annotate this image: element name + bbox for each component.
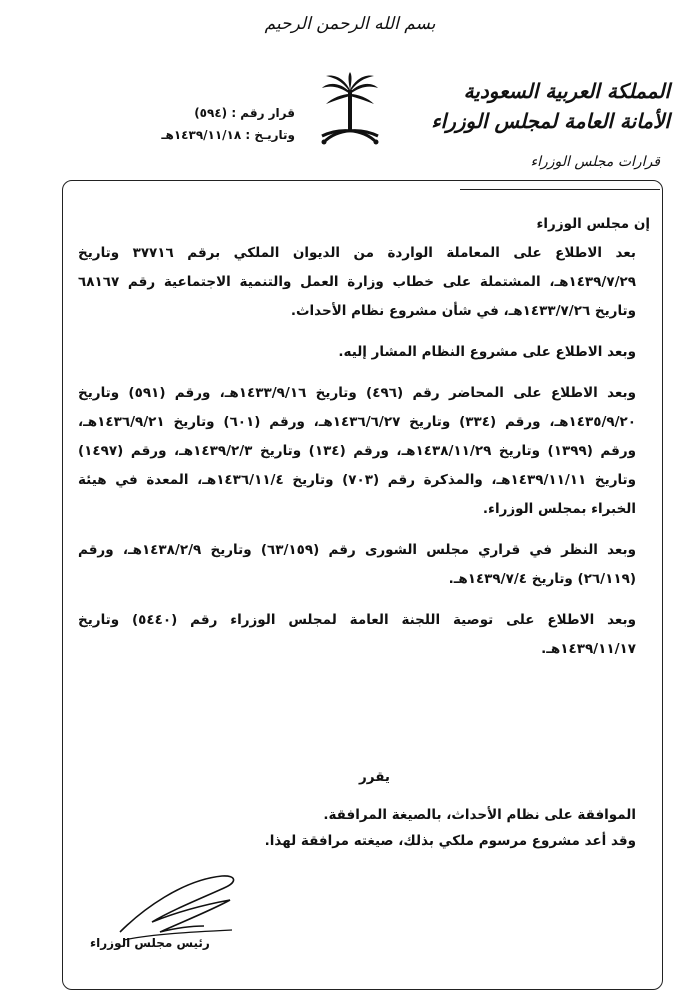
basmala: بسم الله الرحمن الرحيم: [264, 14, 436, 34]
paragraph: بعد الاطلاع على المعاملة الواردة من الديوان الملكي برقم ٣٧٧١٦ وتاريخ ١٤٣٩/٧/٢٩هـ، المشتملة على خطاب وزارة العمل والتنمية الاجتماعية رقم ٦٨١٦٧ وتاريخ ١٤٣٣/٧/٢٦هـ، في شأن مشروع نظام الأحداث.: [78, 245, 636, 319]
signature-title: رئيس مجلس الوزراء: [90, 936, 210, 950]
palm-swords-emblem-icon: [318, 72, 382, 152]
issuer-header: [410, 76, 670, 170]
decision-item: وقد أعد مشروع مرسوم ملكي بذلك، صيغته مرافقة لهذا.: [264, 833, 636, 849]
secretariat-name: الأمانة العامة لمجلس الوزراء: [431, 109, 670, 133]
paragraph: وبعد الاطلاع على توصية اللجنة العامة لمجلس الوزراء رقم (٥٤٤٠) وتاريخ ١٤٣٩/١١/١٧هـ.: [78, 612, 636, 657]
decision-date: وتاريـخ : ١٤٣٩/١١/١٨هـ: [161, 128, 295, 142]
decides-heading: يقرر: [359, 769, 390, 785]
section-name: قرارات مجلس الوزراء: [530, 154, 660, 170]
opening-line: إن مجلس الوزراء: [536, 216, 650, 232]
decision-body: [78, 210, 650, 664]
paragraph: وبعد الاطلاع على مشروع النظام المشار إليه.: [338, 344, 636, 360]
decision-number: قرار رقم : (٥٩٤): [194, 106, 295, 120]
paragraph: وبعد الاطلاع على المحاضر رقم (٤٩٦) وتاريخ ١٤٣٣/٩/١٦هـ، ورقم (٥٩١) وتاريخ ١٤٣٥/٩/٢٠هـ، ورقم (٣٣٤) وتاريخ ١٤٣٦/٦/٢٧هـ، ورقم (٦٠١) وتاريخ ١٤٣٦/٩/٢١هـ، ورقم (١٣٩٩) وتاريخ ١٤٣٨/١١/٢٩هـ، ورقم (١٣٤) وتاريخ ١٤٣٩/٢/٣هـ، ورقم (١٤٩٧) وتاريخ ١٤٣٩/١١/١١هـ، والمذكرة رقم (٧٠٣) وتاريخ ١٤٣٦/١١/٤هـ، المعدة في هيئة الخبراء بمجلس الوزراء.: [78, 385, 637, 517]
decision-item: الموافقة على نظام الأحداث، بالصيغة المرافقة.: [323, 807, 636, 823]
paragraph: وبعد النظر في قراري مجلس الشورى رقم (٦٣/١٥٩) وتاريخ ١٤٣٨/٢/٩هـ، ورقم (٢٦/١١٩) وتاريخ ١٤٣٩/٧/٤هـ.: [78, 542, 637, 587]
kingdom-name: المملكة العربية السعودية: [463, 79, 670, 103]
decision-reference: [115, 102, 295, 146]
decision-section: [78, 764, 650, 854]
